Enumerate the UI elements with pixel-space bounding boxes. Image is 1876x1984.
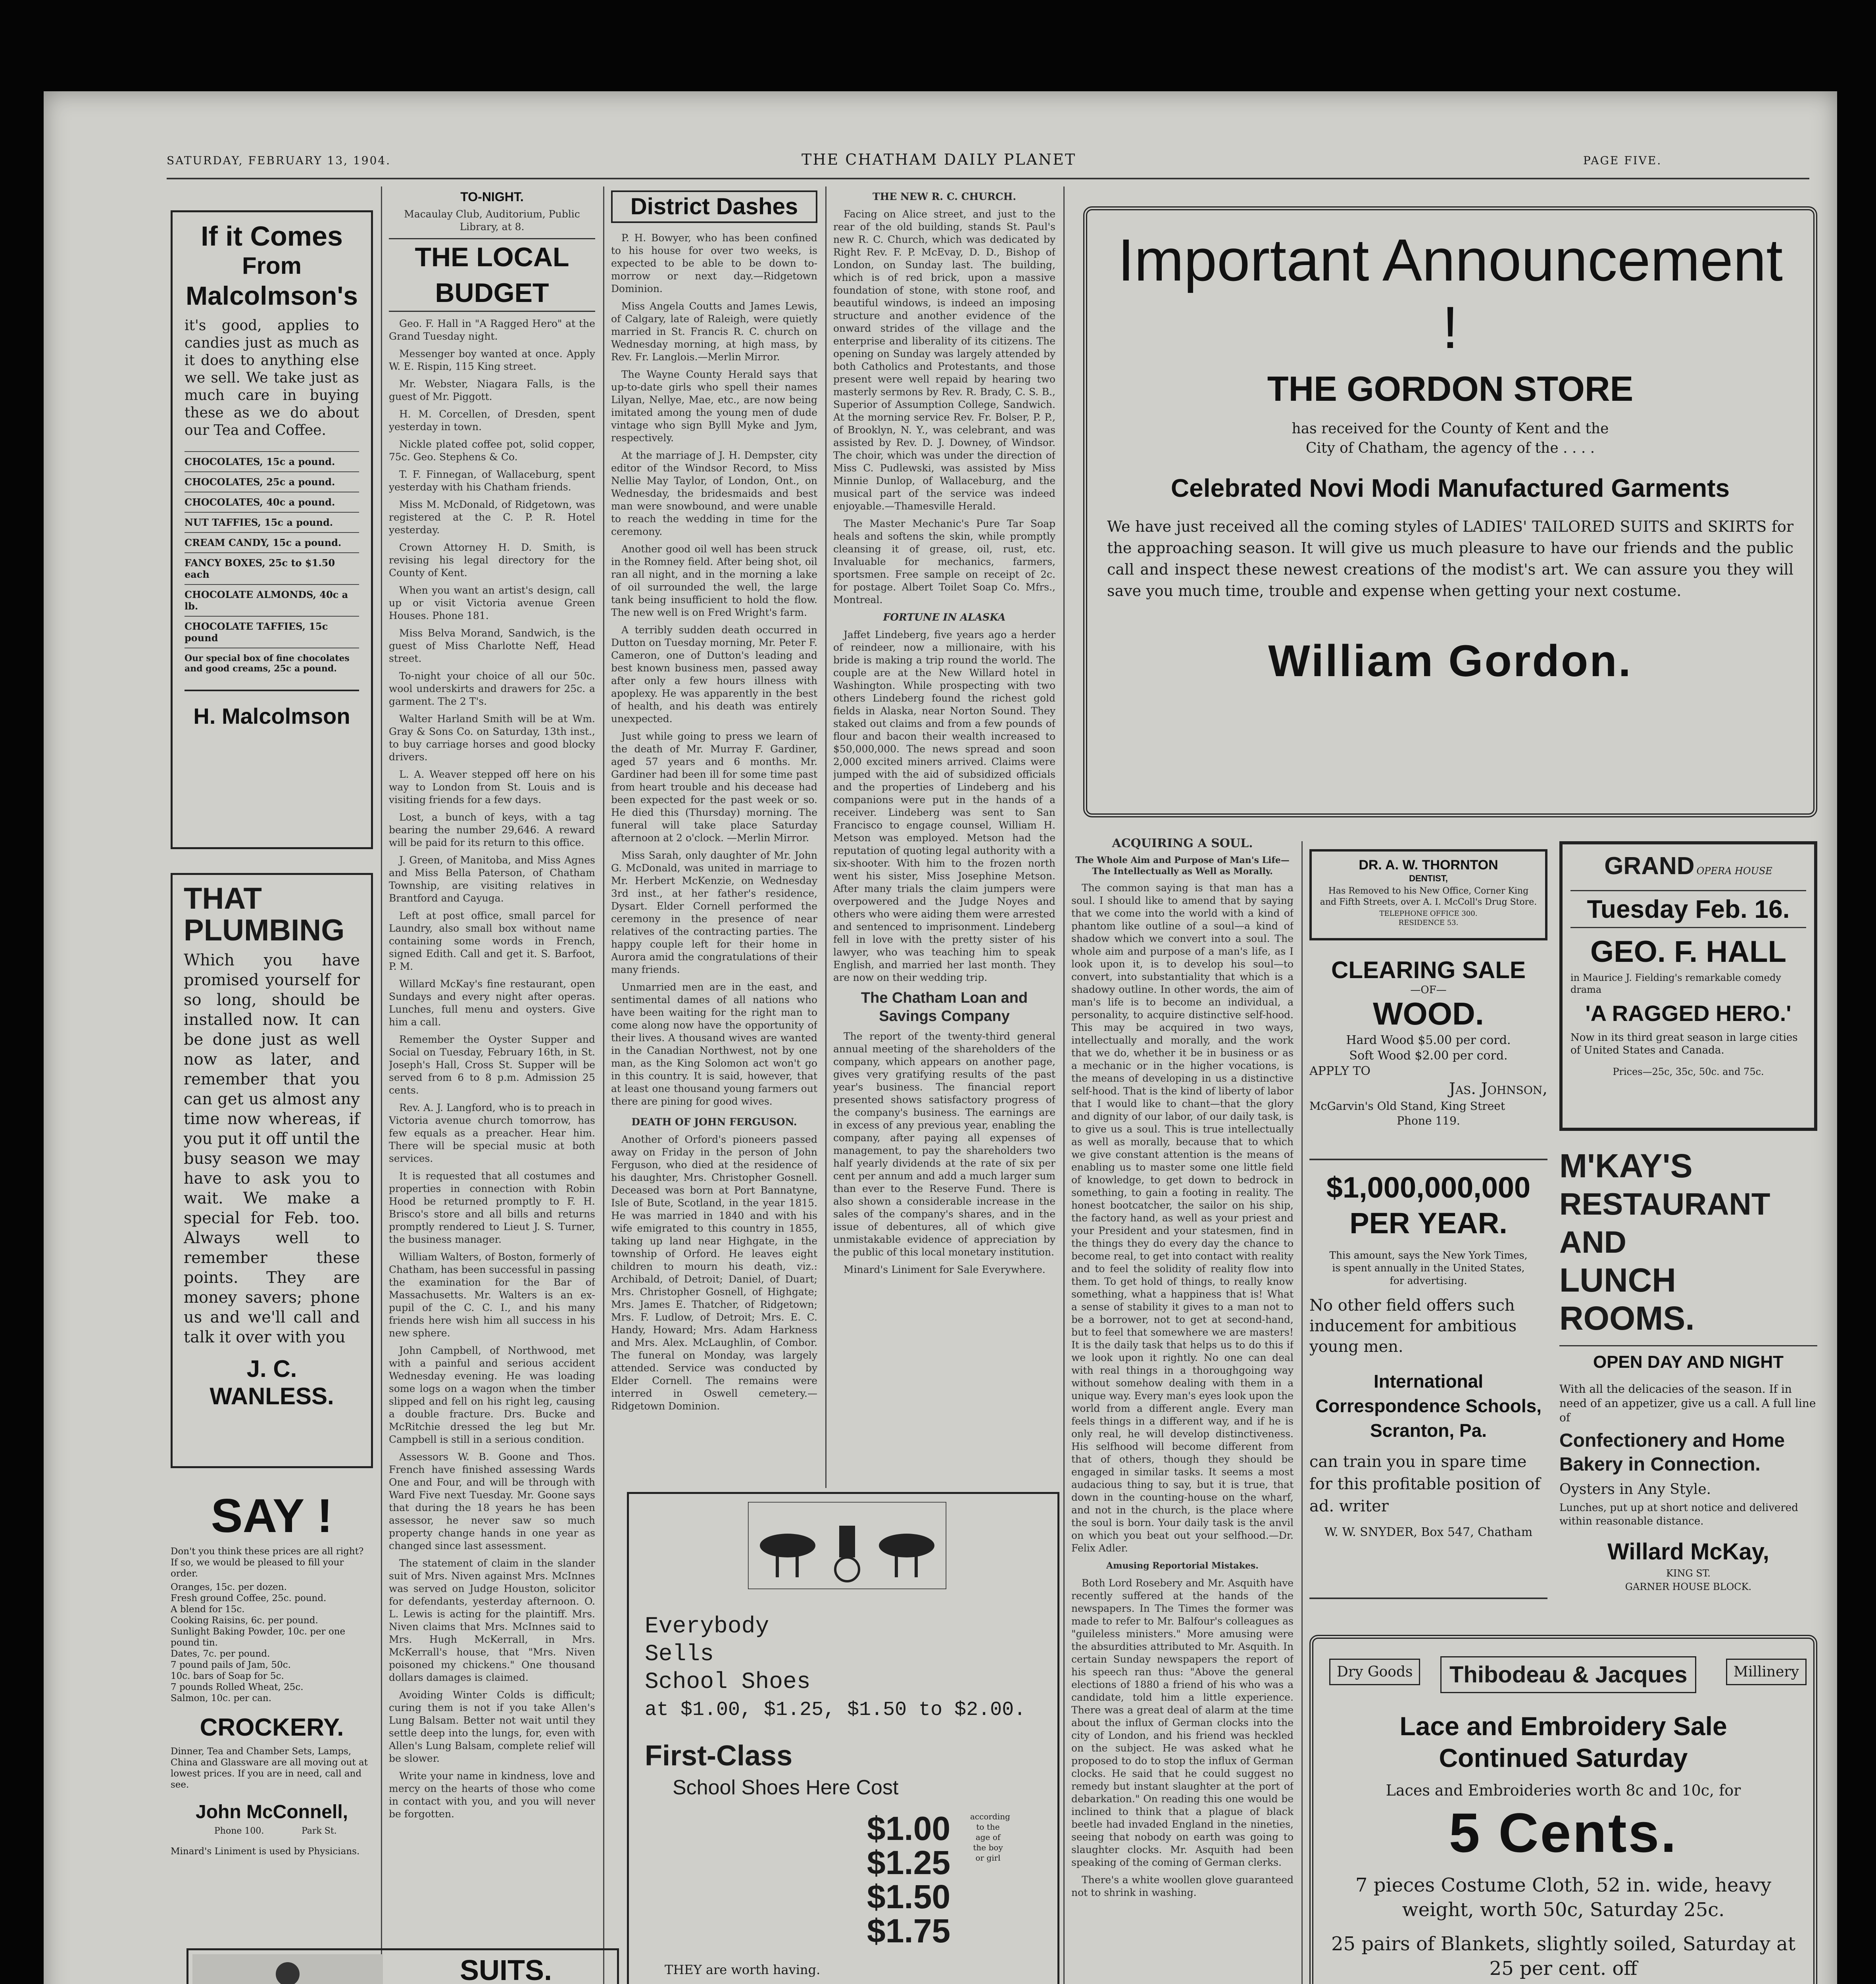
thornton-address: Has Removed to his New Office, Corner King and Fifth Streets, over A. I. McColl's Drug Store. — [1320, 886, 1537, 907]
malcolmson-note: Our special box of fine chocolates and good creams, 25c a pound. — [185, 648, 359, 674]
news-item: Crown Attorney H. D. Smith, is revising his legal directory for the County of Kent. — [389, 542, 595, 579]
district-dashes-title: District Dashes — [611, 190, 817, 223]
cowan-first-class: First-Class — [645, 1740, 793, 1772]
masthead-date: SATURDAY, FEBRUARY 13, 1904. — [167, 154, 391, 167]
tonight-title: TO-NIGHT. — [460, 190, 524, 204]
thornton-dentist-ad — [1309, 849, 1547, 940]
news-item: When you want an artist's design, call up or visit Victoria avenue Green Houses. Phone 181. — [389, 584, 595, 621]
column-rule — [1301, 841, 1303, 1984]
mckay-block: GARNER HOUSE BLOCK. — [1625, 1581, 1752, 1592]
news-item: Both Lord Rosebery and Mr. Asquith have recently suffered at the hands of the newspapers. In The Times the former was made to refer to Mr. Balfour's colleagues as "guileless ministers." More amusing were the absurdities attributed to Mr. Asquith. In certain Sunday newspapers the report of his speech ran thus: "Above the general elections of 1880 a friend of his who was a candidate, told him a little experience. There was a great deal of alarm at the time about the influx of German clocks into the city of London, and his friend was heckled on the subject. He was asked what he proposed to do to stop the influx of German clocks. He said that he could suggest no remedy but instant slaughter at the port of debarkation." On reading this one would be inclined to think that a plague of black beetle had invaded England in the nineties, seeing that nobody on earth was going to slaughter clocks. Mr. Asquith had been speaking of the coming of German clerks. — [1071, 1577, 1294, 1868]
say-price-list — [171, 1582, 373, 1704]
list-item: Fresh ground Coffee, 25c. pound. — [171, 1593, 327, 1603]
price-value: $1.75 — [867, 1912, 951, 1949]
thibodeau-jacques-ad — [1309, 1635, 1817, 1984]
news-item: Messenger boy wanted at once. Apply W. E. Rispin, 115 King street. — [389, 348, 595, 372]
church-alaska-column — [833, 190, 1055, 1480]
news-item: Rev. A. J. Langford, who is to preach in Victoria avenue church tomorrow, has few equals as a preacher. Hear him. There will be special music at both services. — [389, 1102, 595, 1164]
news-item: Miss Angela Coutts and James Lewis, of Calgary, late of Raleigh, were quietly married in St. Francis R. C. church on Wednesday morning, at high mass, by Rev. Fr. Langlois.—Merlin Mirror. — [611, 300, 817, 363]
cowan-side-note: according to the age of the boy or girl — [970, 1812, 1010, 1863]
news-item: Jaffet Lindeberg, five years ago a herder of reindeer, now a millionaire, with his bride is making a trip round the world. The couple are at the New Willard hotel in Washington. While prospecting with two others Lindeberg found the richest gold fields in Alaska, near Norton Sound. They staked out claims and from a few pounds of flour and bacon their wealth increased to $50,000,000. The news spread and soon 2,000 excited miners arrived. Claims were jumped with the aid of subsidized officials and the properties of Lindeberg and his companions were put in the hands of a receiver. Lindeberg was sent to San Francisco to engage counsel, William H. Metson was employed. Metson had the reputation of quoting legal authority with a six-shooter. With him to the frozen north went his sister, Miss Josephine Metson. After many trials the claim jumpers were overpowered and the Judge Noyes and others who were aiding them were arrested and sentenced to imprisonment. Lindeberg fell in love with the pretty sister of his lawyer, who was teaching him to speak English, and married her last month. They are now on their wedding trip. — [833, 629, 1055, 983]
grand-note: Now in its third great season in large cities of United States and Canada. — [1570, 1032, 1798, 1056]
news-item: Miss Sarah, only daughter of Mr. John G. McDonald, was united in marriage to Mr. Herbert McKenzie, on Wednesday 3rd inst., at her father's residence, Dysart. Elder Cornell performed the ceremony in the presence of near relatives of the contracting parties. The happy couple left for their home in Aurora amid the congratulations of their many friends. — [611, 850, 817, 975]
crockery-body: Dinner, Tea and Chamber Sets, Lamps, China and Glassware are all moving out at lowest prices. If you are in need, call and see. — [171, 1746, 368, 1790]
thornton-title: DENTIST, — [1409, 873, 1448, 883]
malcolmson-h3: Malcolmson's — [186, 281, 358, 310]
grand-play: 'A RAGGED HERO.' — [1585, 1001, 1791, 1026]
mckay-body: With all the delicacies of the season. If in need of an appetizer, give us a call. A full line of — [1559, 1382, 1816, 1424]
thibodeau-headline-2: Continued Saturday — [1439, 1743, 1688, 1773]
local-budget-title: THE LOCAL BUDGET — [389, 238, 595, 312]
list-item: CHOCOLATES, 15c a pound. — [185, 451, 359, 471]
list-item: CHOCOLATES, 25c a pound. — [185, 471, 359, 492]
horse-carriage-icon — [748, 1502, 946, 1589]
malcolmson-body: it's good, applies to candies just as much as it does to anything else we sell. We take just as much care in buying these as we do about our Tea and Coffee. — [185, 317, 359, 438]
cowan-line-3: School Shoes — [645, 1669, 811, 1695]
news-item: Another good oil well has been struck in the Romney field. After being shot, oil ran all night, and in the morning a lake of oil surrounded the well, the large tank being insufficient to hold the flow. The new well is on Fred Wright's farm. — [611, 543, 817, 618]
opera-house-label: OPERA HOUSE — [1696, 865, 1772, 877]
local-budget-column — [389, 190, 595, 1928]
wood-sale-ad — [1309, 956, 1547, 1147]
news-item: Geo. F. Hall in "A Ragged Hero" at the Grand Tuesday night. — [389, 318, 595, 342]
grand-title: GRAND — [1604, 852, 1695, 880]
mckay-lunch: Lunches, put up at short notice and delivered within reasonable distance. — [1559, 1502, 1798, 1527]
news-item: Left at post office, small parcel for Laundry, also small box without name containing some words in French, signed Edith. Call and get it. S. Barfoot, P. M. — [389, 910, 595, 972]
thibodeau-headline-1: Lace and Embroidery Sale — [1399, 1711, 1727, 1741]
news-item: T. F. Finnegan, of Wallaceburg, spent yesterday with his Chatham friends. — [389, 469, 595, 493]
news-item: It is requested that all costumes and properties in connection with Robin Hood be returned promptly to F. H. Brisco's store and all bills and returns promptly rendered to Lieut J. S. Turner, the business manager. — [389, 1170, 595, 1245]
cowan-line-4: at $1.00, $1.25, $1.50 to $2.00. — [645, 1699, 1026, 1721]
price-value: $1.50 — [867, 1878, 951, 1915]
news-item: Lost, a bunch of keys, with a tag bearing the number 29,646. A reward will be paid for its return to this office. — [389, 811, 595, 848]
gordon-line-1: has received for the County of Kent and the — [1292, 421, 1609, 437]
news-item: The common saying is that man has a soul. I should like to amend that by saying that we come into the world with a kind of phantom like outline of a soul—a kind of shadow which we convert into a soul. The whole aim and purpose of a man's life, as I look upon it, is to develop his soul—to convert, into substantiality that which is a shadowy outline. In other words, the aim of man's life is to become an individual, a personality, to acquire distinctive self-hood. This may be acquired in two ways, intellectually and morally, and the work that we do, whether it be in business or as a mechanic or in the higher vocations, is the means of developing in us a distinctive self-hood. That is the kind of liberty of labor that I would like to chant—that the glory and dignity of our labor, of our daily task, is to give us a soul. This is true intellectually as well as morally, because that to which we give constant attention is the means of enabling us to master some one little field of knowledge, to get down to bedrock in something, to gain a footing in reality. The honest bootcatcher, the sailor on his ship, the factory hand, as well as your priest and your President and your statesmen, find in the things they do every day the chance to become real, to get into contact with reality and to feel the solidity of reality flow into them. To get hold of things, to really know something, what a happiness that is! What a sense of stability it gives to a man not to be a borrower, not to get at second-hand, but to feel that somewhere we are masters! It is the daily task that helps us to do this if we look upon it rightly. No one can deal with real things in a thoroughgoing way without somehow dealing with them in a unique way. Every man's eyes look upon the world from a different angle. Every man feels things in a different way, and if he is only real, he will develop distinctiveness. His selfhood will become different from that of others, though they should be engaged in similar tasks. It seems a most audacious thing to say, but it is true, that down in the counting-house on the wharf, and not in the church, is the place where the soul is born. Your daily task is the anvil on which you beat out your selfhood.—Dr. Felix Adler. — [1071, 882, 1294, 1554]
ics-signature: W. W. SNYDER, Box 547, Chatham — [1324, 1525, 1533, 1539]
news-item: Nickle plated coffee pot, solid copper, 75c. Geo. Stephens & Co. — [389, 438, 595, 463]
list-item: 10c. bars of Soap for 5c. — [171, 1671, 284, 1681]
wood-clearing: CLEARING SALE — [1331, 957, 1526, 983]
column-rule — [1063, 186, 1065, 1984]
thibodeau-laces: Laces and Embroideries worth 8c and 10c, for — [1386, 1782, 1741, 1799]
thornton-office: TELEPHONE OFFICE 300. — [1379, 909, 1478, 918]
grand-opera-ad — [1559, 841, 1817, 1131]
grand-star: GEO. F. HALL — [1590, 935, 1786, 969]
column-rule — [825, 186, 827, 1488]
plumbing-signature: J. C. WANLESS. — [210, 1355, 334, 1409]
list-item: CHOCOLATE TAFFIES, 15c pound — [185, 616, 359, 648]
cowan-worth: THEY are worth having. — [665, 1962, 821, 1977]
say-ad — [171, 1488, 373, 1885]
wood-hard: Hard Wood $5.00 per cord. — [1346, 1033, 1511, 1047]
list-item: Oranges, 15c. per dozen. — [171, 1582, 287, 1592]
cowan-line-1: Everybody — [645, 1614, 769, 1640]
news-item: John Campbell, of Northwood, met with a painful and serious accident Wednesday evening. He was loading some logs on a wagon when the timber slipped and fell on his right leg, causing a double fracture. Drs. Bucke and McRitchie dressed the leg but Mr. Campbell is still in a serious condition. — [389, 1345, 595, 1445]
news-item: Mr. Webster, Niagara Falls, is the guest of Mr. Piggott. — [389, 378, 595, 402]
mckay-title-1: M'KAY'S — [1559, 1147, 1693, 1184]
say-signature: John McConnell, — [196, 1801, 348, 1823]
dry-goods-label: Dry Goods — [1329, 1659, 1420, 1685]
news-item: H. M. Corcellen, of Dresden, spent yesterday in town. — [389, 408, 595, 433]
thibodeau-blankets: 25 pairs of Blankets, slightly soiled, Saturday at 25 per cent. off — [1331, 1933, 1796, 1980]
column-rule — [603, 186, 604, 1984]
mckay-title-3: LUNCH ROOMS. — [1559, 1261, 1695, 1337]
say-intro: Don't you think these prices are all right? If so, we would be pleased to fill your order. — [171, 1546, 364, 1579]
ics-per-year: PER YEAR. — [1349, 1207, 1507, 1240]
price-value: $1.25 — [867, 1844, 951, 1881]
list-item: Sunlight Baking Powder, 10c. per one pound tin. — [171, 1626, 346, 1648]
news-item: The Master Mechanic's Pure Tar Soap heals and softens the skin, while promptly cleansing it of grease, oil, rust, etc. Invaluable for mechanics, farmers, sportsmen. Free sample on receipt of 2c. for postage. Albert Toilet Soap Co. Mfrs., Montreal. — [833, 518, 1055, 606]
wood-title: WOOD. — [1373, 996, 1484, 1031]
ics-amount: $1,000,000,000 — [1326, 1171, 1531, 1204]
suits-illustration — [192, 1954, 383, 1984]
wood-soft: Soft Wood $2.00 per cord. — [1349, 1049, 1508, 1063]
news-item: William Walters, of Boston, formerly of Chatham, has been successful in passing the examination for the Bar of Massachusetts. Mr. Walters is an ex-pupil of the C. C. I., and his many friends here wish him all success in his new sphere. — [389, 1251, 595, 1339]
plumbing-title-1: THAT — [184, 882, 262, 915]
gordon-line-2: City of Chatham, the agency of the . . . . — [1305, 440, 1595, 456]
cowan-price-list — [867, 1811, 962, 1948]
malcolmson-h2: From — [242, 252, 302, 279]
masthead-rule — [167, 178, 1809, 179]
news-item: Assessors W. B. Goone and Thos. French have finished assessing Wards One and Four, and will be through with Ward Five next Tuesday. Mr. Goone says that during the 18 years he has been assessor, he never saw so much property change hands in one year as changed since last assessment. — [389, 1451, 595, 1551]
thibodeau-header — [1329, 1651, 1797, 1698]
rc-church-title: THE NEW R. C. CHURCH. — [872, 191, 1017, 202]
soul-subtitle: The Whole Aim and Purpose of Man's Life—The Intellectually as Well as Morally. — [1075, 855, 1290, 877]
news-item: At the marriage of J. H. Dempster, city editor of the Windsor Record, to Miss Nellie May Taylor, of London, Ont., on Wednesday, the bridesmaids and best man were snowbound, and were unable to reach the wedding in time for the ceremony. — [611, 450, 817, 537]
cowan-line-2: Sells — [645, 1642, 714, 1667]
thornton-residence: RESIDENCE 53. — [1398, 919, 1459, 927]
district-dashes-column — [611, 190, 817, 1480]
plumbing-body: Which you have promised yourself for so long, should be installed now. It can be done just as well now as later, and remember that you can get us almost any time now whereas, if you put it off until the busy season we may have to ask you to wait. We make a special for Feb. too. Always well to remember these points. They are money savers; phone us and we'll call and talk it over with you — [184, 951, 360, 1346]
acquiring-soul-column — [1071, 837, 1294, 1984]
ics-school: International Correspondence Schools, Scranton, Pa. — [1315, 1371, 1542, 1441]
cowan-shoes-ad — [627, 1492, 1059, 1984]
suits-title: SUITS. — [459, 1955, 552, 1984]
list-item: Salmon, 10c. per can. — [171, 1693, 272, 1703]
mckay-oysters: Oysters in Any Style. — [1559, 1481, 1711, 1498]
news-item: L. A. Weaver stepped off here on his way to London from St. Louis and is visiting friends for a few days. — [389, 769, 595, 806]
masthead-title: THE CHATHAM DAILY PLANET — [802, 151, 1076, 168]
list-item: 7 pound pails of Jam, 50c. — [171, 1660, 291, 1670]
masthead-page: PAGE FIVE. — [1583, 154, 1662, 167]
plumbing-title-2: PLUMBING — [184, 913, 345, 947]
news-item: Willard McKay's fine restaurant, open Sundays and every night after operas. Lunches, full menu and oysters. Give him a call. — [389, 978, 595, 1028]
grand-header — [1570, 852, 1806, 886]
wood-of: —OF— — [1410, 984, 1447, 996]
news-item: P. H. Bowyer, who has been confined to his house for over two weeks, is expected to be able to be down to-morrow or next day.—Ridgetown Dominion. — [611, 232, 817, 294]
news-item: Another of Orford's pioneers passed away on Friday in the person of John Ferguson, who died at the residence of his daughter, Mrs. Christopher Gosnell. Deceased was born at Port Bannatyne, Isle of Bute, Scotland, in the year 1815. He was married in 1840 and with his wife emigrated to this country in 1855, taking up land near Highgate, in the township of Orford. He leaves eight children to mourn his death, viz.: Archibald, of Detroit; Daniel, of Duart; Mrs. Christopher Gosnell, of Highgate; Mrs. James E. Thatcher, of Ridgetown; Mrs. F. Ludlow, of Detroit; Mrs. E. C. Handy, Howard; Mrs. Adam Harkness and Mrs. Alex. McLaughlin, of Combor. The funeral on Monday, was largely attended. Service was conducted by Elder Cornell. The remains were interred in Oswell cemetery.—Ridgetown Dominion. — [611, 1134, 817, 1412]
list-item: Cooking Raisins, 6c. per pound. — [171, 1615, 318, 1626]
news-item: Avoiding Winter Colds is difficult; curing them is not if you take Allen's Lung Balsam. Better not wait until they settle deep into the lungs, for, even with Allen's Lung Balsam, complete relief will be slower. — [389, 1689, 595, 1764]
grand-date: Tuesday Feb. 16. — [1570, 890, 1806, 928]
thibodeau-name: Thibodeau & Jacques — [1440, 1656, 1696, 1693]
say-contact — [171, 1826, 373, 1838]
thornton-name: DR. A. W. THORNTON — [1359, 857, 1498, 873]
mckay-title-2: RESTAURANT AND — [1559, 1186, 1770, 1259]
gordon-title: Important Announcement ! — [1117, 227, 1783, 361]
wood-address: McGarvin's Old Stand, King Street — [1309, 1100, 1505, 1113]
suits-ad — [186, 1948, 619, 1984]
news-item: There's a white woollen glove guaranteed not to shrink in washing. — [1071, 1874, 1294, 1898]
news-item: To-night your choice of all our 50c. wool underskirts and drawers for 25c. a garment. The 2 T's. — [389, 670, 595, 707]
mckay-signature: Willard McKay, — [1607, 1539, 1769, 1565]
news-item: Minard's Liniment for Sale Everywhere. — [844, 1264, 1046, 1275]
ics-body: This amount, says the New York Times, is spent annually in the United States, for advertising. — [1329, 1250, 1528, 1286]
millinery-label: Millinery — [1726, 1659, 1807, 1685]
list-item: CHOCOLATE ALMONDS, 40c a lb. — [185, 584, 359, 616]
wood-apply: APPLY TO — [1309, 1064, 1370, 1078]
ics-train: can train you in spare time for this profitable position of ad. writer — [1309, 1453, 1541, 1515]
news-item: A terribly sudden death occurred in Dutton on Tuesday morning, Mr. Peter F. Cameron, one of Dutton's leading and best known business men, passed away after only a few hours illness with apoplexy. He was apparently in the best of health, and his death was entirely unexpected. — [611, 624, 817, 725]
malcolmson-h1: If it Comes — [201, 221, 343, 252]
news-item: Just while going to press we learn of the death of Mr. Murray F. Gardiner, aged 57 years and 6 months. Mr. Gardiner had been ill for some time past from heart trouble and his decease had been expected for the past week or so. He died this (Thursday) morning. The funeral will take place Saturday afternoon at 2 o'clock. —Merlin Mirror. — [611, 731, 817, 844]
say-title: SAY ! — [211, 1489, 333, 1542]
wood-name: Jas. Johnson, — [1449, 1080, 1547, 1098]
news-item: The Wayne County Herald says that up-to-date girls who spell their names Lilyan, Nellye, Mae, etc., are now being imitated among the young men of dude vintage who sign Bylll Myke and Jym, respectively. — [611, 369, 817, 444]
gordon-announcement-ad — [1083, 206, 1817, 817]
news-item: The report of the twenty-third general annual meeting of the shareholders of the company, which appears on another page, gives very gratifying results of the past year's business. The financial report presented shows satisfactory progress of the company's business. The earnings are in excess of any previous year, enabling the company, after paying all expenses of management, to pay the shareholders two half yearly dividends at the rate of six per cent per annum and add a much larger sum than ever to the Reserve Fund. There is also shown a considerable increase in the sales of the company's shares, and in the issue of debentures, all of which give unmistakable evidence of appreciation by the public of this local monetary institution. — [833, 1030, 1055, 1258]
grand-subtitle: in Maurice J. Fielding's remarkable comedy drama — [1570, 972, 1781, 995]
list-item: A blend for 15c. — [171, 1604, 245, 1615]
alaska-title: FORTUNE IN ALASKA — [883, 611, 1006, 623]
say-phone: Phone 100. — [214, 1826, 264, 1836]
cowan-cost: School Shoes Here Cost — [673, 1776, 899, 1799]
mckay-restaurant-ad — [1559, 1147, 1817, 1619]
gordon-garments: Celebrated Novi Modi Manufactured Garments — [1171, 474, 1730, 502]
death-title: DEATH OF JOHN FERGUSON. — [631, 1116, 797, 1128]
say-footer: Minard's Liniment is used by Physicians. — [171, 1846, 360, 1857]
price-value: $1.00 — [867, 1810, 951, 1847]
grand-prices: Prices—25c, 35c, 50c. and 75c. — [1613, 1066, 1764, 1077]
masthead — [167, 151, 1841, 175]
news-item: Write your name in kindness, love and mercy on the hearts of those who come in contact with you, and you will never be forgotten. — [389, 1770, 595, 1820]
list-item: Dates, 7c. per pound. — [171, 1649, 270, 1659]
gordon-signature: William Gordon. — [1268, 636, 1632, 686]
news-item: Facing on Alice street, and just to the rear of the old building, stands St. Paul's new R. C. Church, which was dedicated by Right Rev. F. P. McEvay, D. D., Bishop of London, on Sunday last. The building, which is of red brick, upon a massive foundation of stone, with stone roof, and beautiful windows, is indeed an imposing structure and another evidence of the onward strides of the village and the enterprise and liberality of its citizens. The opening on Sunday was largely attended by both Catholics and Protestants, and those present were well repaid by hearing two masterly sermons by Rev. R. Brady, C. S. B., Superior of Assumption College, Sandwich. At the morning service Rev. Fr. Bolser, P. P., of Brooklyn, N. Y., was celebrant, and was assisted by Rev. D. J. Downey, of Windsor. The choir, which was under the direction of Miss C. Pudlewski, was assisted by Miss Minnie Dunlop, of Wallaceburg, and the musical part of the service was indeed enjoyable.—Thamesville Herald. — [833, 208, 1055, 512]
plumbing-ad — [171, 873, 373, 1468]
mckay-open: OPEN DAY AND NIGHT — [1559, 1345, 1817, 1378]
say-street: Park St. — [302, 1826, 337, 1836]
ics-ad — [1309, 1159, 1547, 1599]
tonight-text: Macaulay Club, Auditorium, Public Library, at 8. — [404, 208, 580, 233]
column-rule — [381, 186, 382, 1984]
list-item: NUT TAFFIES, 15c a pound. — [185, 512, 359, 532]
wood-phone: Phone 119. — [1397, 1114, 1460, 1127]
mckay-confectionery: Confectionery and Home Bakery in Connection. — [1559, 1430, 1785, 1475]
news-item: The statement of claim in the slander suit of Mrs. Niven against Mrs. McInnes was served on Judge Houston, solicitor for defendants, yesterday afternoon. O. L. Lewis is acting for the plaintiff. Mrs. Niven claims that Mrs. McInnes said to Mrs. Hugh McKerrall, in Mrs. McKerrall's house, that "Mrs. Niven poisoned my chickens." One thousand dollars damages is claimed. — [389, 1557, 595, 1683]
list-item: FANCY BOXES, 25c to $1.50 each — [185, 552, 359, 584]
news-item: Remember the Oyster Supper and Social on Tuesday, February 16th, in St. Joseph's Hall, Cross St. Supper will be served from 6 to 8 p.m. Admission 25 cents. — [389, 1034, 595, 1096]
malcolmson-signature: H. Malcolmson — [185, 690, 359, 729]
gordon-body: We have just received all the coming styles of LADIES' TAILORED SUITS and SKIRTS for the approaching season. It will give us much pleasure to have our friends and the public call and inspect these newest creations of the modist's art. We can assure you they will save you much time, trouble and expense when getting your next costume. — [1107, 518, 1793, 600]
news-item: J. Green, of Manitoba, and Miss Agnes and Miss Bella Paterson, of Chatham Township, are visiting relatives in Brantford and Cayuga. — [389, 854, 595, 904]
news-item: Unmarried men are in the east, and sentimental dames of all nations who have been waiting for the right man to come along now have the opportunity of their lives. A thousand wives are wanted in the Canadian Northwest, not by one man, as the King Solomon act won't go in this country. It is said, however, that at least one thousand young farmers out there are pining for good wives. — [611, 981, 817, 1107]
crockery-title: CROCKERY. — [200, 1714, 344, 1741]
news-item: Walter Harland Smith will be at Wm. Gray & Sons Co. on Saturday, 13th inst., to buy carriage horses and good blocky drivers. — [389, 713, 595, 763]
loan-title: The Chatham Loan and Savings Company — [861, 990, 1028, 1025]
news-item: Miss M. McDonald, of Ridgetown, was registered at the C. P. R. Hotel yesterday. — [389, 499, 595, 536]
thibodeau-costume: 7 pieces Costume Cloth, 52 in. wide, heavy weight, worth 50c, Saturday 25c. — [1355, 1874, 1772, 1921]
list-item: CREAM CANDY, 15c a pound. — [185, 532, 359, 552]
news-item: Miss Belva Morand, Sandwich, is the guest of Miss Charlotte Neff, Head street. — [389, 627, 595, 664]
list-item: 7 pounds Rolled Wheat, 25c. — [171, 1682, 304, 1692]
gordon-store: THE GORDON STORE — [1267, 369, 1634, 408]
malcolmson-ad — [171, 210, 373, 849]
amusing-title: Amusing Reportorial Mistakes. — [1106, 1561, 1259, 1571]
thibodeau-cents: 5 Cents. — [1449, 1801, 1678, 1864]
ics-no-other: No other field offers such inducement for ambitious young men. — [1309, 1296, 1517, 1356]
mckay-street: KING ST. — [1666, 1568, 1711, 1579]
list-item: CHOCOLATES, 40c a pound. — [185, 492, 359, 512]
soul-title: ACQUIRING A SOUL. — [1112, 837, 1253, 850]
